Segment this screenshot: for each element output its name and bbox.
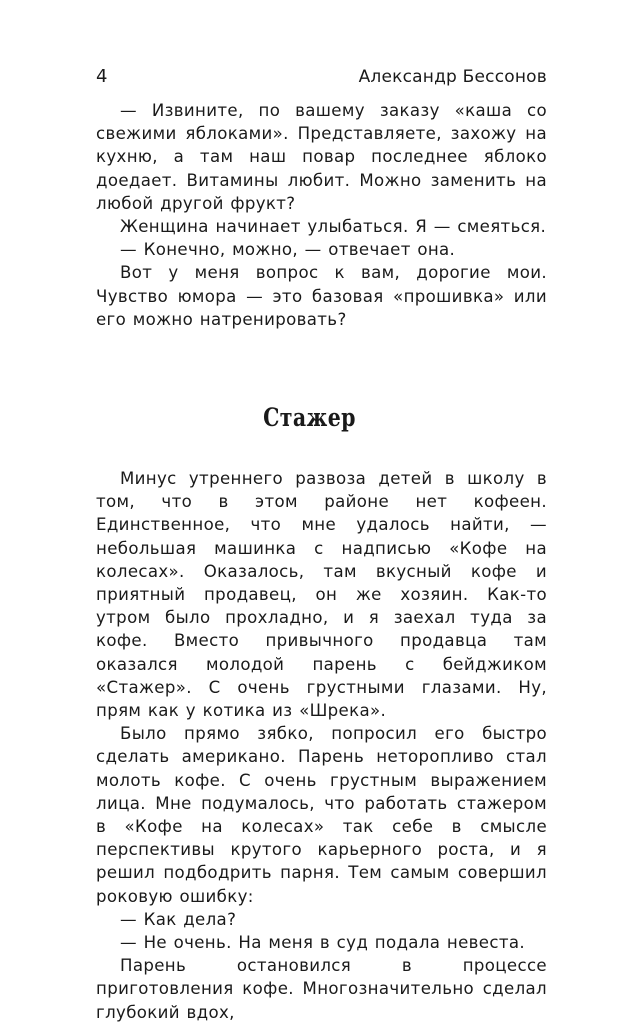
paragraph: — Не очень. На меня в суд подала невеста. xyxy=(120,933,525,953)
paragraph: Женщина начинает улыбаться. Я — смеяться. xyxy=(120,217,547,237)
page-header xyxy=(96,64,547,90)
chapter-title: Стажер xyxy=(263,403,356,432)
paragraph: — Как дела? xyxy=(120,909,237,929)
paragraph: — Извините, по вашему заказу «каша со свежими яблоками». Представляете, захожу на кухню, а там наш повар последнее яблоко доедает. Витамины любит. Можно заменить на любой другой фрукт? xyxy=(96,101,547,213)
running-head-author: Александр Бессонов xyxy=(358,67,547,87)
text-section-2 xyxy=(96,467,547,1024)
text-section-1 xyxy=(96,99,547,331)
paragraph: — Конечно, можно, — отвечает она. xyxy=(120,240,456,260)
paragraph: Минус утреннего развоза детей в школу в том, что в этом районе нет кофеен. Единственное, что мне удалось найти, — небольшая машинка с надписью «Кофе на колесах». Оказалось, там вкусный кофе и приятный продавец, он же хозяин. Как-то утром было прохладно, и я заехал туда за кофе. Вместо привычного продавца там оказался молодой парень с бейджиком «Стажер». С очень грустными глазами. Ну, прям как у котика из «Шрека». xyxy=(96,469,547,721)
paragraph: Парень остановился в процессе приготовления кофе. Многозначительно сделал глубокий вдох, xyxy=(96,956,547,1022)
paragraph: Было прямо зябко, попросил его быстро сделать американо. Парень неторопливо стал молоть кофе. С очень грустным выражением лица. Мне подумалось, что работать стажером в «Кофе на колесах» так себе в смысле перспективы крутого карьерного роста, и я решил подбодрить парня. Тем самым совершил роковую ошибку: xyxy=(96,724,547,906)
paragraph: Вот у меня вопрос к вам, дорогие мои. Чувство юмора — это базовая «прошивка» или его можно натренировать? xyxy=(96,263,547,329)
page-number: 4 xyxy=(96,66,108,87)
